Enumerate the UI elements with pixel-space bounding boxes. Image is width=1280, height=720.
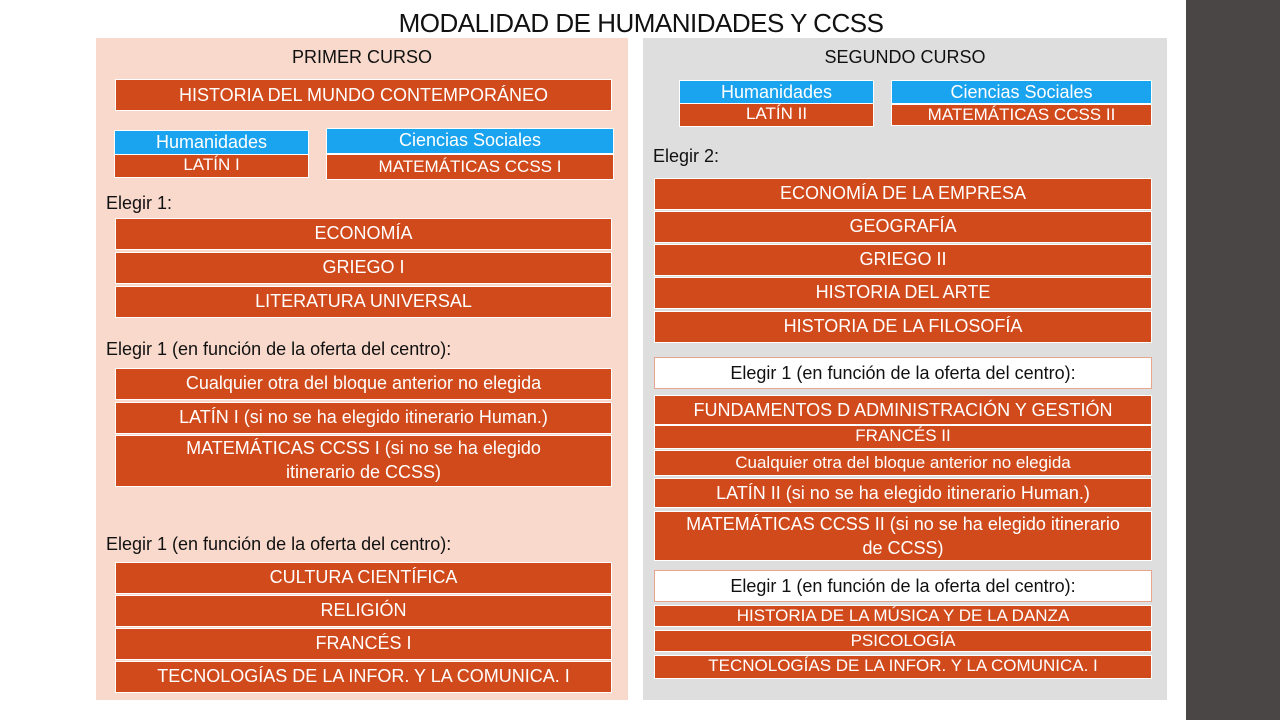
subject-option: GEOGRAFÍA (654, 211, 1152, 243)
subject-option: LITERATURA UNIVERSAL (115, 286, 612, 318)
common-subject: HISTORIA DEL MUNDO CONTEMPORÁNEO (115, 79, 612, 111)
page-title: MODALIDAD DE HUMANIDADES Y CCSS (398, 8, 884, 38)
subject-option: Cualquier otra del bloque anterior no elegida (654, 450, 1152, 476)
choose-label: Elegir 1 (en función de la oferta del centro): (106, 534, 452, 554)
subject-option: LATÍN I (si no se ha elegido itinerario Human.) (115, 402, 612, 434)
subject-option: HISTORIA DEL ARTE (654, 277, 1152, 309)
itinerary-social-sciences-subject: MATEMÁTICAS CCSS I (326, 154, 614, 180)
subject-option: Cualquier otra del bloque anterior no elegida (115, 368, 612, 400)
itinerary-humanities-subject: LATÍN II (679, 103, 874, 127)
subject-option: GRIEGO I (115, 252, 612, 284)
subject-option: MATEMÁTICAS CCSS II (si no se ha elegido itinerario de CCSS) (654, 511, 1152, 561)
subject-option: GRIEGO II (654, 244, 1152, 276)
subject-option: ECONOMÍA (115, 218, 612, 250)
itinerary-humanities: Humanidades (679, 80, 874, 104)
subject-option: PSICOLOGÍA (654, 630, 1152, 652)
subject-option: FUNDAMENTOS D ADMINISTRACIÓN Y GESTIÓN (654, 395, 1152, 425)
choose-label: Elegir 2: (653, 146, 720, 166)
subject-option: HISTORIA DE LA MÚSICA Y DE LA DANZA (654, 605, 1152, 627)
right-sidebar (1186, 0, 1280, 720)
itinerary-humanities-subject: LATÍN I (114, 154, 309, 178)
subject-option: LATÍN II (si no se ha elegido itinerario Human.) (654, 478, 1152, 508)
subject-option: TECNOLOGÍAS DE LA INFOR. Y LA COMUNICA. I (115, 661, 612, 693)
subject-option: ECONOMÍA DE LA EMPRESA (654, 178, 1152, 210)
choose-label: Elegir 1 (en función de la oferta del centro): (654, 570, 1152, 602)
subject-option: RELIGIÓN (115, 595, 612, 627)
subject-option: TECNOLOGÍAS DE LA INFOR. Y LA COMUNICA. I (654, 655, 1152, 679)
itinerary-social-sciences: Ciencias Sociales (891, 80, 1152, 104)
subject-option: CULTURA CIENTÍFICA (115, 562, 612, 594)
choose-label: Elegir 1: (106, 193, 173, 213)
subject-option: HISTORIA DE LA FILOSOFÍA (654, 311, 1152, 343)
choose-label: Elegir 1 (en función de la oferta del centro): (106, 339, 452, 359)
subject-option: FRANCÉS I (115, 628, 612, 660)
choose-label: Elegir 1 (en función de la oferta del centro): (654, 357, 1152, 389)
subject-option: FRANCÉS II (654, 425, 1152, 449)
itinerary-social-sciences-subject: MATEMÁTICAS CCSS II (891, 104, 1152, 126)
itinerary-social-sciences: Ciencias Sociales (326, 128, 614, 154)
first-course-heading: PRIMER CURSO (291, 47, 432, 67)
subject-option: MATEMÁTICAS CCSS I (si no se ha elegido itinerario de CCSS) (115, 435, 612, 487)
second-course-heading: SEGUNDO CURSO (824, 47, 986, 67)
itinerary-humanities: Humanidades (114, 130, 309, 155)
